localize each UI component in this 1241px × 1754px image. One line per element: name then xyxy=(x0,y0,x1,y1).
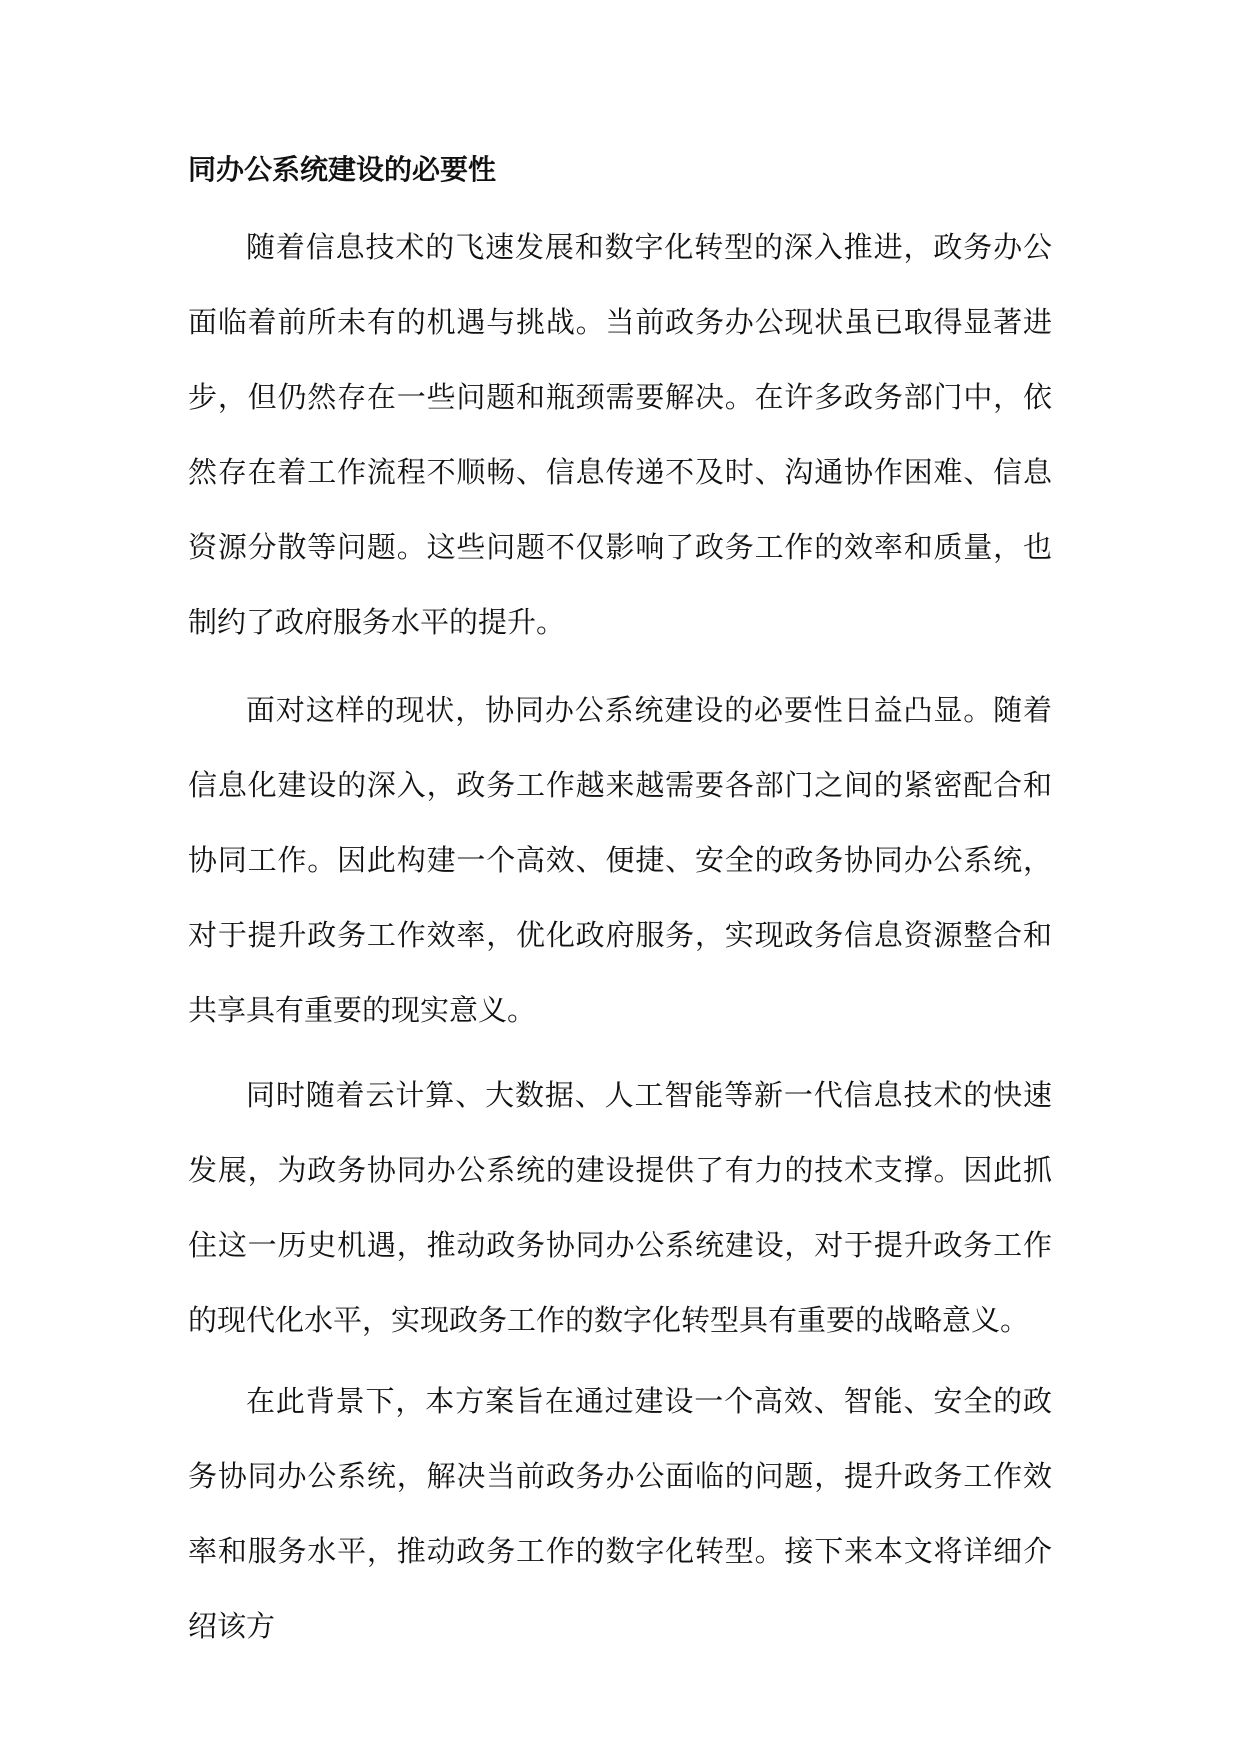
paragraph-necessity: 面对这样的现状，协同办公系统建设的必要性日益凸显。随着信息化建设的深入，政务工作越来越需要各部门之间的紧密配合和协同工作。因此构建一个高效、便捷、安全的政务协同办公系统，对于提升政务工作效率，优化政府服务，实现政务信息资源整合和共享具有重要的现实意义。 xyxy=(188,693,1052,1027)
paragraph-plan-purpose: 在此背景下，本方案旨在通过建设一个高效、智能、安全的政务协同办公系统，解决当前政务办公面临的问题，提升政务工作效率和服务水平，推动政务工作的数字化转型。接下来本文将详细介绍该方 xyxy=(188,1384,1052,1643)
paragraph-current-situation: 随着信息技术的飞速发展和数字化转型的深入推进，政务办公面临着前所未有的机遇与挑战。当前政务办公现状虽已取得显著进步，但仍然存在一些问题和瓶颈需要解决。在许多政务部门中，依然存在着工作流程不顺畅、信息传递不及时、沟通协作困难、信息资源分散等问题。这些问题不仅影响了政务工作的效率和质量，也制约了政府服务水平的提升。 xyxy=(188,230,1052,639)
section-heading: 同办公系统建设的必要性 xyxy=(188,153,497,186)
paragraph-technology-support: 同时随着云计算、大数据、人工智能等新一代信息技术的快速发展，为政务协同办公系统的建设提供了有力的技术支撑。因此抓住这一历史机遇，推动政务协同办公系统建设，对于提升政务工作的现代化水平，实现政务工作的数字化转型具有重要的战略意义。 xyxy=(188,1078,1052,1337)
